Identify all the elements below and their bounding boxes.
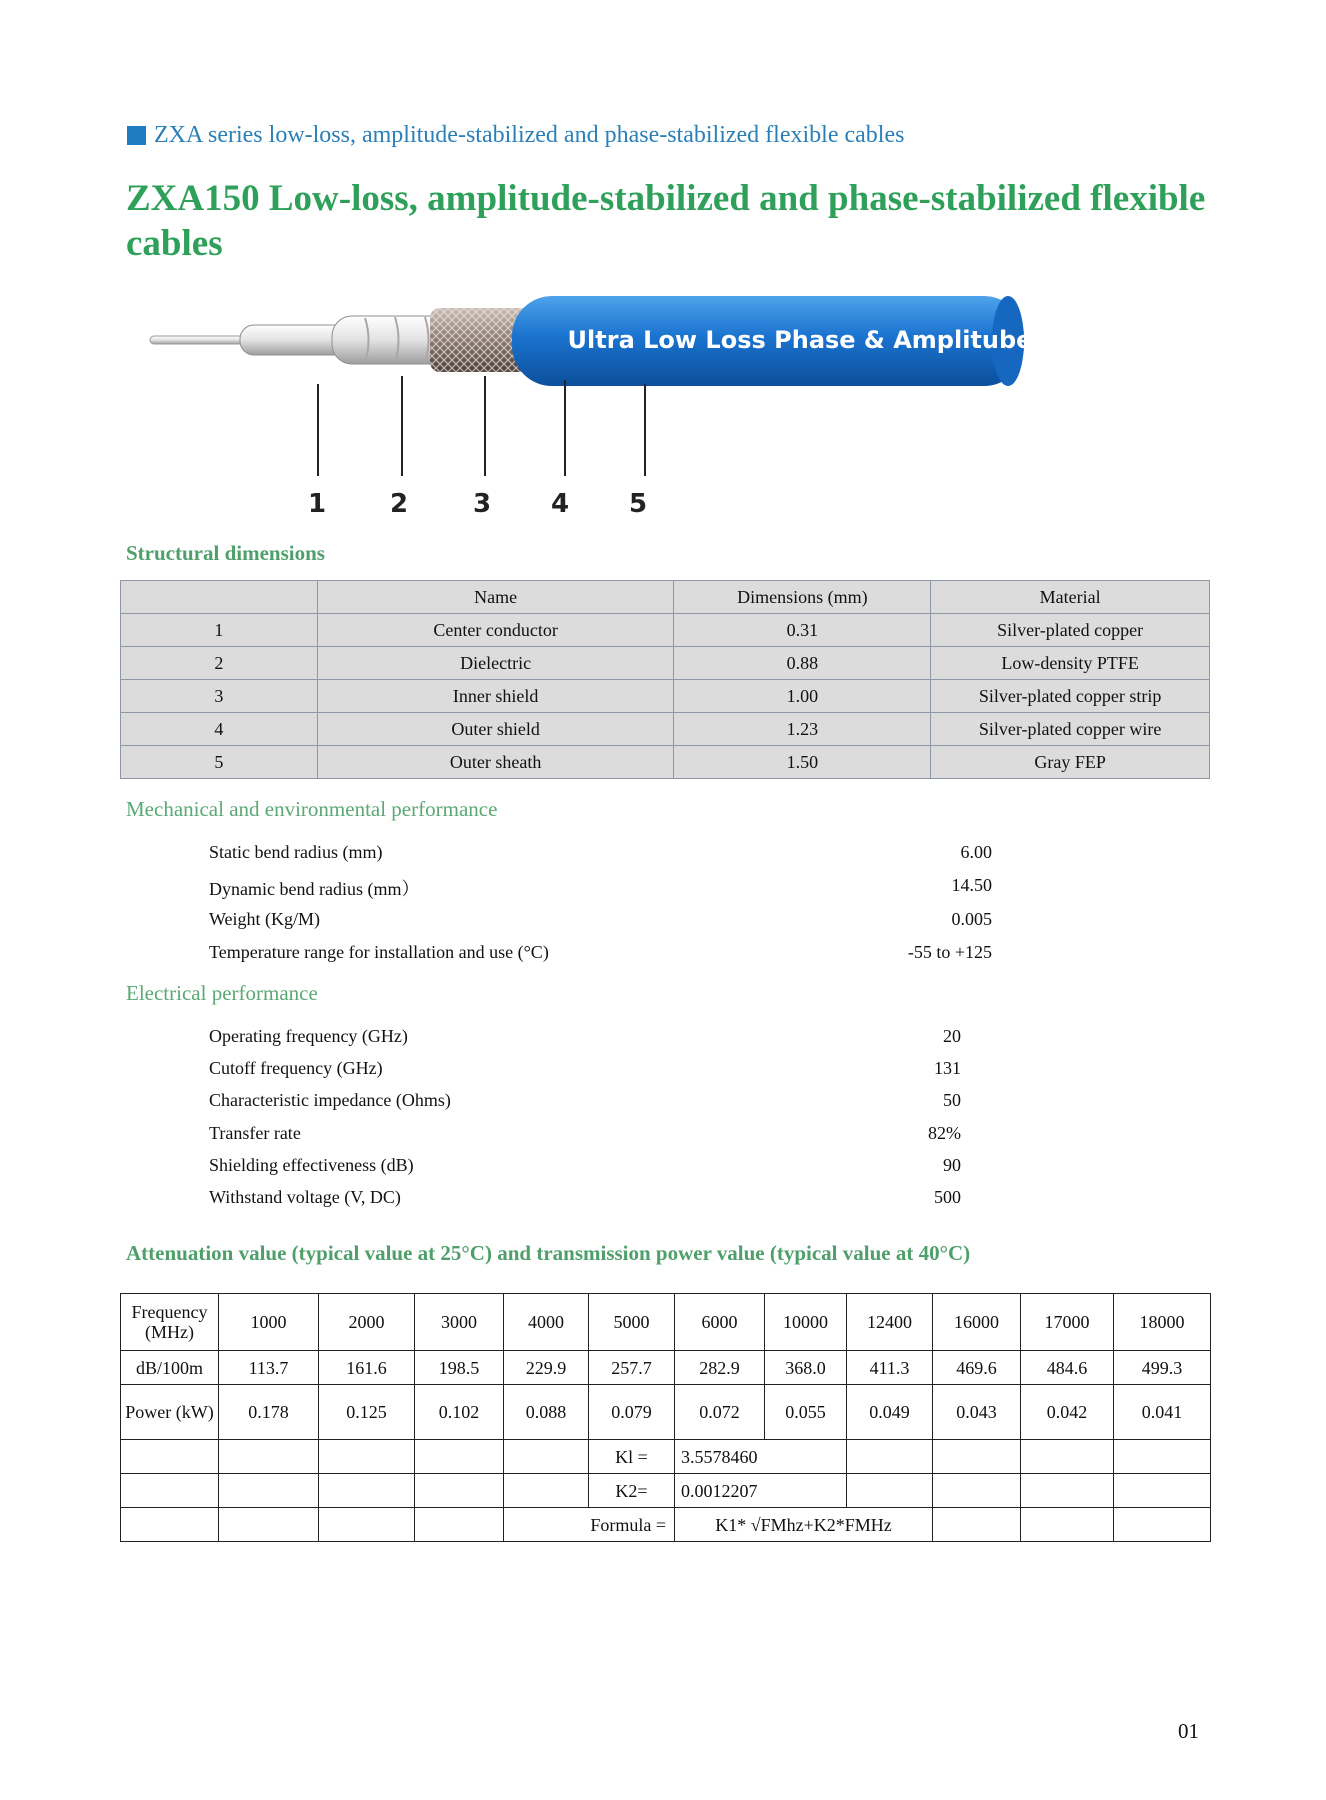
table-cell: 0.079 [589,1385,675,1440]
spec-label: Withstand voltage (V, DC) [209,1187,401,1207]
table-cell: 229.9 [504,1351,589,1385]
table-cell: 0.055 [765,1385,847,1440]
spec-value: 50 [943,1090,961,1110]
spec-label: Dynamic bend radius (mm） [209,879,420,899]
spec-value: 14.50 [951,875,992,895]
series-heading [127,122,904,149]
table-cell: 4000 [504,1294,589,1351]
attenuation-heading: Attenuation value (typical value at 25°C) and transmission power value (typical value at 40°C) [126,1241,971,1265]
table-row [121,647,1210,680]
header-cell: Dimensions (mm) [674,581,931,614]
table-cell: 16000 [933,1294,1021,1351]
table-cell: 0.31 [674,614,931,647]
series-heading-text: ZXA series low-loss, amplitude-stabilized and phase-stabilized flexible cables [154,122,905,148]
callout-5: 5 [629,489,648,519]
spec-label: Weight (Kg/M) [209,909,321,929]
table-cell: 1.00 [674,680,931,713]
table-cell: 4 [121,713,318,746]
cable-cross-section-image [140,296,1190,526]
spec-label: Characteristic impedance (Ohms) [209,1090,451,1110]
spec-label: Operating frequency (GHz) [209,1026,408,1046]
table-row [121,680,1210,713]
table-cell: 1 [121,614,318,647]
structural-heading: Structural dimensions [126,541,325,565]
k1-label: Kl = [589,1440,675,1474]
formula-label: Formula = [504,1508,675,1542]
header-cell: Material [931,581,1210,614]
formula-value: K1* √FMhz+K2*FMHz [675,1508,933,1542]
k2-value: 0.0012207 [675,1474,847,1508]
table-cell: 257.7 [589,1351,675,1385]
table-cell: 5000 [589,1294,675,1351]
db-label: dB/100m [121,1351,219,1385]
table-cell: Outer shield [317,713,674,746]
formula-row [121,1508,1211,1542]
table-cell: 161.6 [319,1351,415,1385]
table-cell: 3 [121,680,318,713]
table-row [121,614,1210,647]
table-cell: 499.3 [1114,1351,1211,1385]
table-cell: 18000 [1114,1294,1211,1351]
table-cell: 17000 [1021,1294,1114,1351]
table-cell: 10000 [765,1294,847,1351]
table-cell: 0.125 [319,1385,415,1440]
table-cell: Gray FEP [931,746,1210,779]
spec-label: Cutoff frequency (GHz) [209,1058,383,1078]
page-number: 01 [1178,1719,1199,1743]
table-cell: 1.50 [674,746,931,779]
table-cell: 0.049 [847,1385,933,1440]
attenuation-row [121,1351,1211,1385]
table-cell: 282.9 [675,1351,765,1385]
table-cell: Center conductor [317,614,674,647]
spec-value: 131 [934,1058,961,1078]
electrical-heading: Electrical performance [126,981,318,1005]
callout-3: 3 [473,489,492,519]
table-cell: 198.5 [415,1351,504,1385]
spec-value: 82% [928,1123,961,1143]
table-cell: 12400 [847,1294,933,1351]
table-cell: 5 [121,746,318,779]
spec-value: 0.005 [951,909,992,929]
frequency-label: Frequency (MHz) [121,1294,219,1351]
structural-table [120,580,1210,779]
table-cell: 469.6 [933,1351,1021,1385]
table-cell: 2 [121,647,318,680]
spec-value: 500 [934,1187,961,1207]
table-row [121,713,1210,746]
table-cell: 2000 [319,1294,415,1351]
table-row [121,746,1210,779]
table-cell: 0.088 [504,1385,589,1440]
power-label: Power (kW) [121,1385,219,1440]
attenuation-table [120,1293,1211,1542]
table-cell: 0.042 [1021,1385,1114,1440]
table-cell: Silver-plated copper wire [931,713,1210,746]
spec-value: 90 [943,1155,961,1175]
square-bullet-icon [127,126,146,145]
table-cell: Dielectric [317,647,674,680]
spec-label: Static bend radius (mm) [209,842,383,862]
header-cell: Name [317,581,674,614]
spec-value: 6.00 [960,842,992,862]
cable-print-label: Ultra Low Loss Phase & Amplitube [567,326,1033,354]
header-cell [121,581,318,614]
spec-label: Shielding effectiveness (dB) [209,1155,414,1175]
table-cell: 6000 [675,1294,765,1351]
spec-value: -55 to +125 [907,942,992,962]
callout-4: 4 [551,489,570,519]
table-cell: 0.102 [415,1385,504,1440]
callout-1: 1 [308,489,327,519]
k2-label: K2= [589,1474,675,1508]
table-cell: 0.072 [675,1385,765,1440]
table-cell: Low-density PTFE [931,647,1210,680]
mechanical-heading: Mechanical and environmental performance [126,797,498,821]
k2-row [121,1474,1211,1508]
table-cell: 0.88 [674,647,931,680]
table-cell: Silver-plated copper strip [931,680,1210,713]
table-header-row [121,581,1210,614]
spec-label: Transfer rate [209,1123,301,1143]
table-cell: 3000 [415,1294,504,1351]
table-cell: 0.178 [219,1385,319,1440]
table-cell: 368.0 [765,1351,847,1385]
center-conductor [150,336,250,344]
table-cell: 0.041 [1114,1385,1211,1440]
callout-2: 2 [390,489,409,519]
page-title: ZXA150 Low-loss, amplitude-stabilized and phase-stabilized flexible cables [126,178,1206,264]
table-cell: 411.3 [847,1351,933,1385]
table-cell: 1.23 [674,713,931,746]
spec-value: 20 [943,1026,961,1046]
table-cell: 1000 [219,1294,319,1351]
table-cell: 0.043 [933,1385,1021,1440]
table-cell: Outer sheath [317,746,674,779]
table-cell: 484.6 [1021,1351,1114,1385]
frequency-row [121,1294,1211,1351]
table-cell: Inner shield [317,680,674,713]
k1-value: 3.5578460 [675,1440,847,1474]
table-cell: Silver-plated copper [931,614,1210,647]
spec-label: Temperature range for installation and use (°C) [209,942,549,962]
k1-row [121,1440,1211,1474]
power-row [121,1385,1211,1440]
table-cell: 113.7 [219,1351,319,1385]
